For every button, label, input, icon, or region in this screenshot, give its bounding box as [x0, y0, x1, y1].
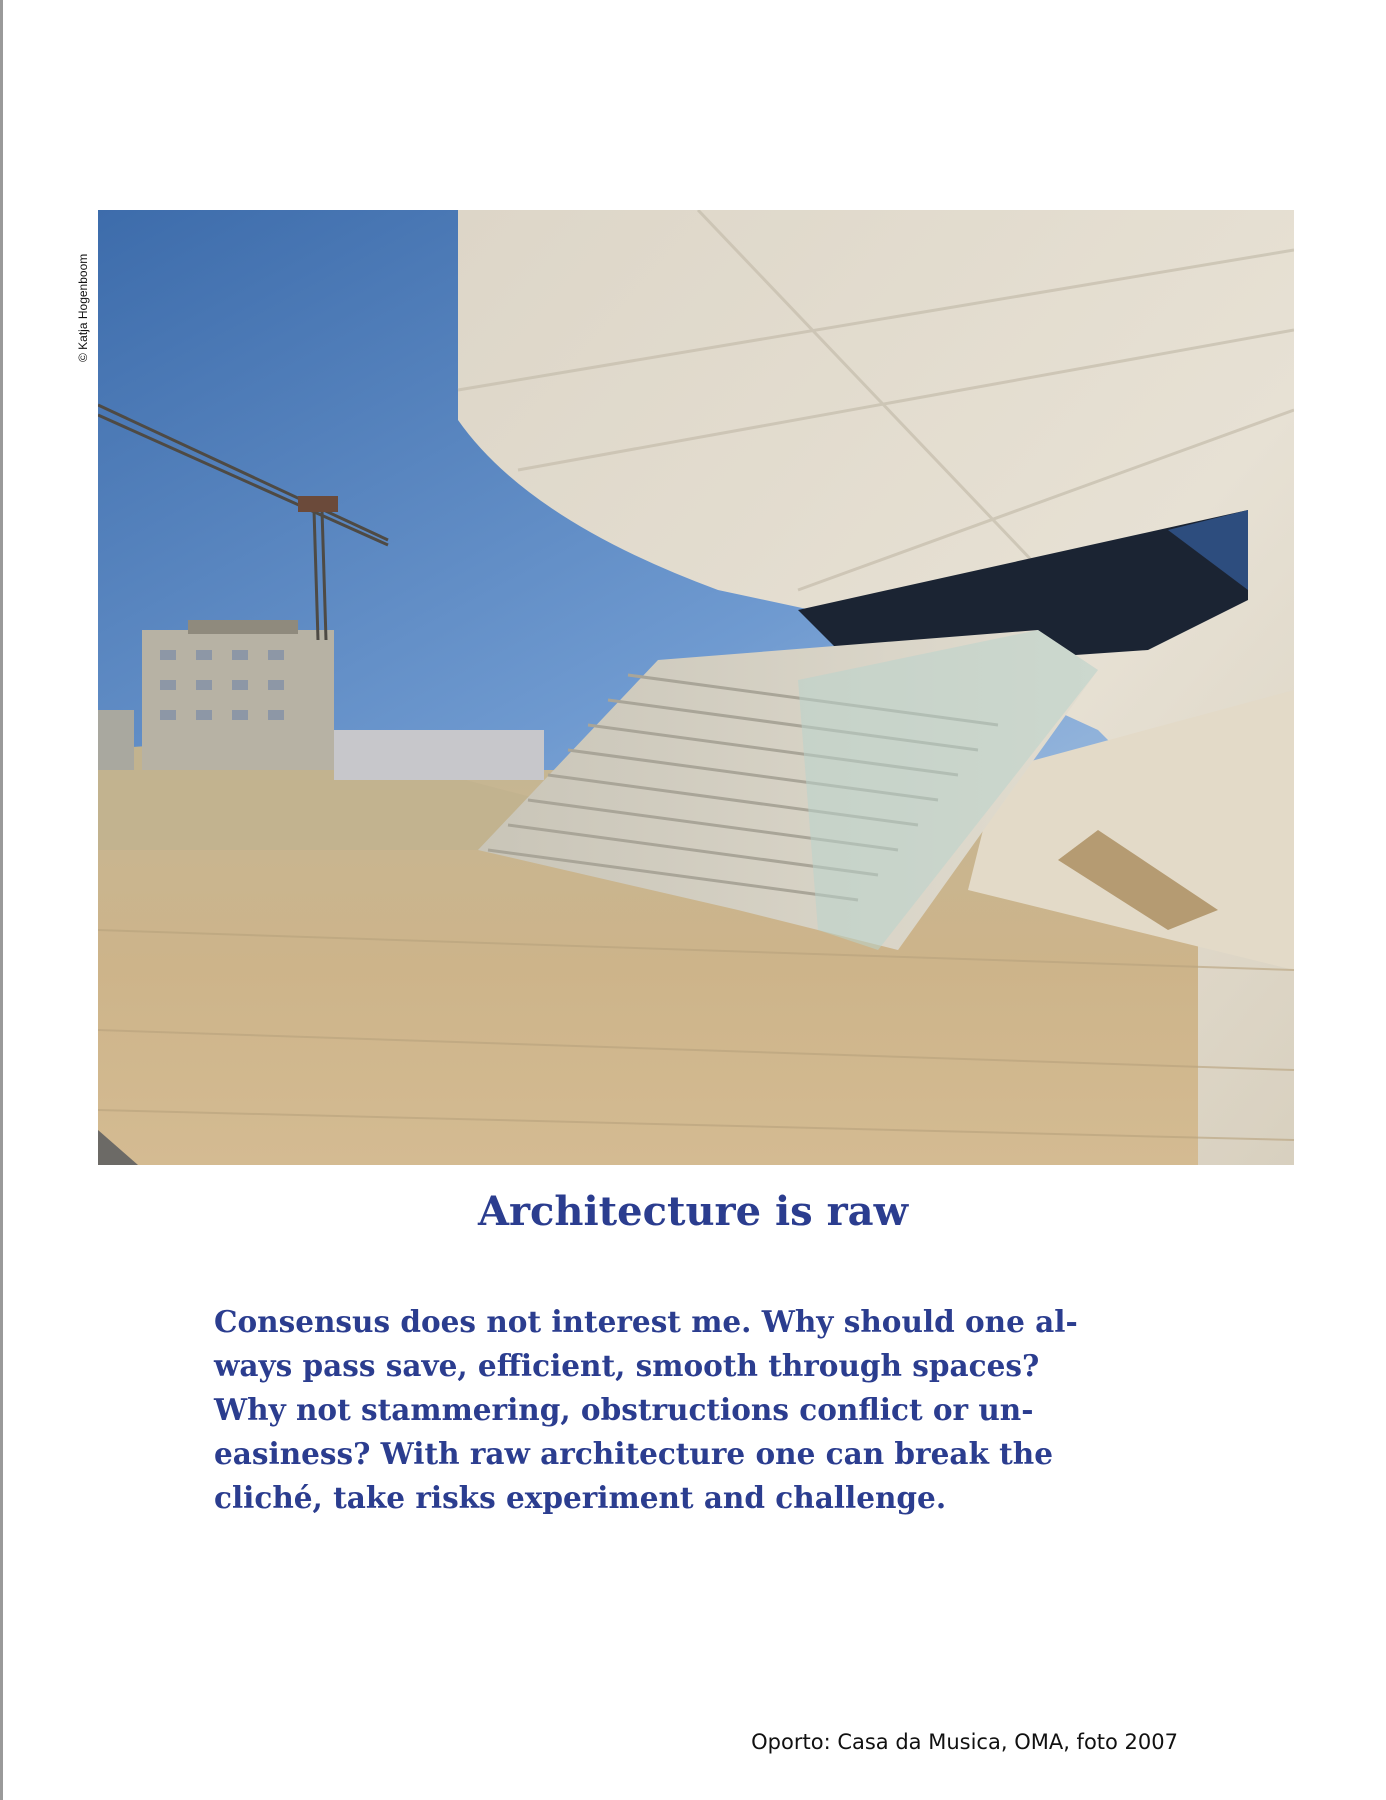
- architecture-photo-illustration: [98, 210, 1294, 1165]
- photo-caption: Oporto: Casa da Musica, OMA, foto 2007: [751, 1730, 1178, 1754]
- photo-credit-text: © Katja Hogenboom: [76, 253, 90, 362]
- body-line: Consensus does not interest me. Why should one al-: [214, 1304, 1078, 1339]
- body-line: easiness? With raw architecture one can break the: [214, 1436, 1054, 1471]
- body-line: ways pass save, efficient, smooth through spaces?: [214, 1348, 1040, 1383]
- architecture-photo: [98, 210, 1294, 1165]
- body-line: cliché, take risks experiment and challenge.: [214, 1480, 947, 1515]
- article-body: [214, 1300, 1214, 1520]
- body-line: Why not stammering, obstructions conflict or un-: [214, 1392, 1034, 1427]
- photo-credit: [76, 212, 94, 362]
- article-headline: Architecture is raw: [477, 1188, 909, 1235]
- page-edge-rule: [0, 0, 3, 1800]
